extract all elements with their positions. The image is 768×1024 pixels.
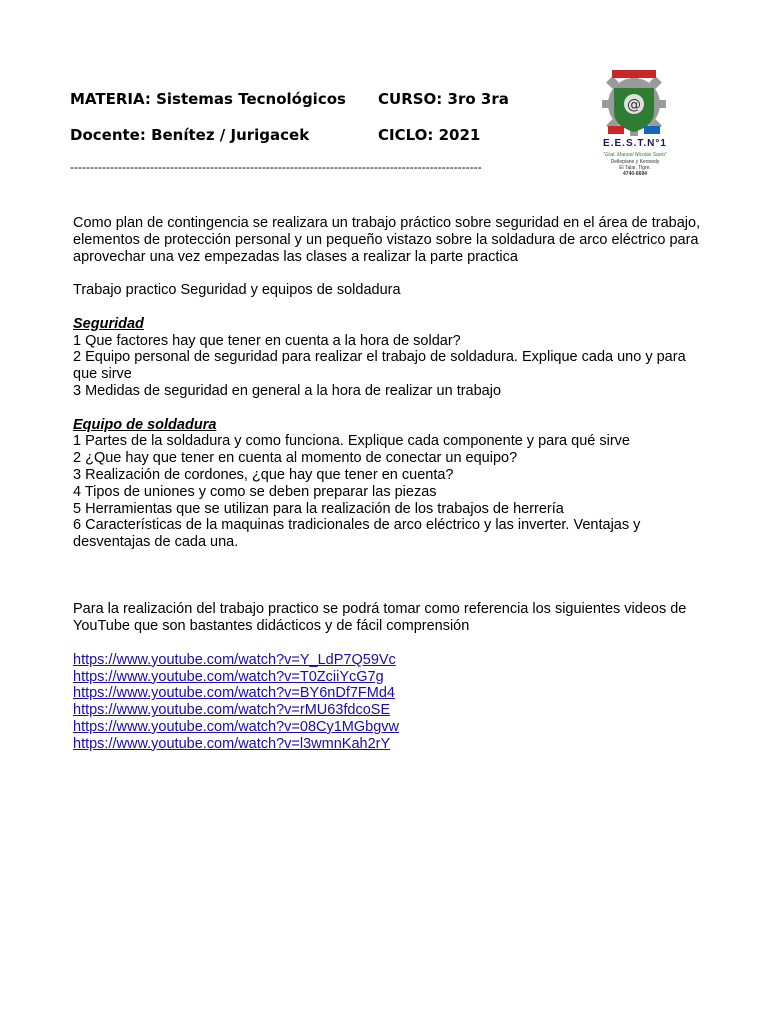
header-separator: ------------------------------------------------------------------------------------------------------- — [70, 160, 482, 174]
curso-label: CURSO: 3ro 3ra — [378, 90, 509, 108]
list-item: 6 Características de la maquinas tradicionales de arco eléctrico y las inverter. Ventajas y desventajas de cada una. — [73, 517, 641, 551]
youtube-link[interactable]: https://www.youtube.com/watch?v=T0ZciiYcG7g — [73, 668, 384, 685]
list-item: 2 ¿Que hay que tener en cuenta al momento de conectar un equipo? — [73, 450, 518, 467]
intro-paragraph: Como plan de contingencia se realizara un trabajo práctico sobre seguridad en el área de trabajo, elementos de protección personal y un pequeño vistazo sobre la soldadura de arco eléctrico para aprovechar una vez empezadas las clases a realizar la parte practica — [73, 215, 701, 265]
list-item: 5 Herramientas que se utilizan para la realización de los trabajos de herrería — [73, 500, 564, 517]
school-address-2: El Talar, Tigre. — [619, 165, 651, 171]
list-item: 3 Realización de cordones, ¿que hay que tener en cuenta? — [73, 466, 454, 483]
school-address-1: Dellepiane y Kennedy — [610, 159, 660, 165]
gear-icon — [598, 66, 670, 138]
document-body — [73, 215, 713, 753]
subtitle: Trabajo practico Seguridad y equipos de soldadura — [73, 282, 401, 299]
youtube-link[interactable]: https://www.youtube.com/watch?v=Y_LdP7Q59Vc — [73, 651, 396, 668]
youtube-link[interactable]: https://www.youtube.com/watch?v=l3wmnKah2rY — [73, 735, 391, 752]
svg-text:@: @ — [627, 97, 641, 113]
list-item: 1 Partes de la soldadura y como funciona. Explique cada componente y para qué sirve — [73, 433, 630, 450]
school-name: E.E.S.T.N°1 — [603, 138, 667, 149]
list-item: 3 Medidas de seguridad en general a la hora de realizar un trabajo — [73, 382, 502, 399]
equipo-title: Equipo de soldadura — [73, 416, 217, 433]
youtube-link[interactable]: https://www.youtube.com/watch?v=BY6nDf7FMd4 — [73, 685, 395, 702]
seguridad-title: Seguridad — [73, 315, 144, 332]
reference-paragraph: Para la realización del trabajo practico se podrá tomar como referencia los siguientes videos de YouTube que son bastantes didácticos y de fácil comprensión — [73, 601, 687, 635]
school-phone: 4740-6694 — [623, 171, 647, 177]
ciclo-label: CICLO: 2021 — [378, 126, 481, 144]
youtube-link[interactable]: https://www.youtube.com/watch?v=08Cy1MGbgvw — [73, 718, 399, 735]
school-motto: "Gral. Manuel Nicolás Savio" — [603, 152, 667, 158]
school-logo — [590, 64, 680, 182]
youtube-link[interactable]: https://www.youtube.com/watch?v=rMU63fdcoSE — [73, 702, 391, 719]
list-item: 2 Equipo personal de seguridad para realizar el trabajo de soldadura. Explique cada uno y para que sirve — [73, 349, 686, 383]
docente-label: Docente: Benítez / Jurigacek — [70, 126, 310, 144]
list-item: 1 Que factores hay que tener en cuenta a la hora de soldar? — [73, 332, 461, 349]
list-item: 4 Tipos de uniones y como se deben preparar las piezas — [73, 483, 437, 500]
materia-label: MATERIA: Sistemas Tecnológicos — [70, 90, 346, 108]
